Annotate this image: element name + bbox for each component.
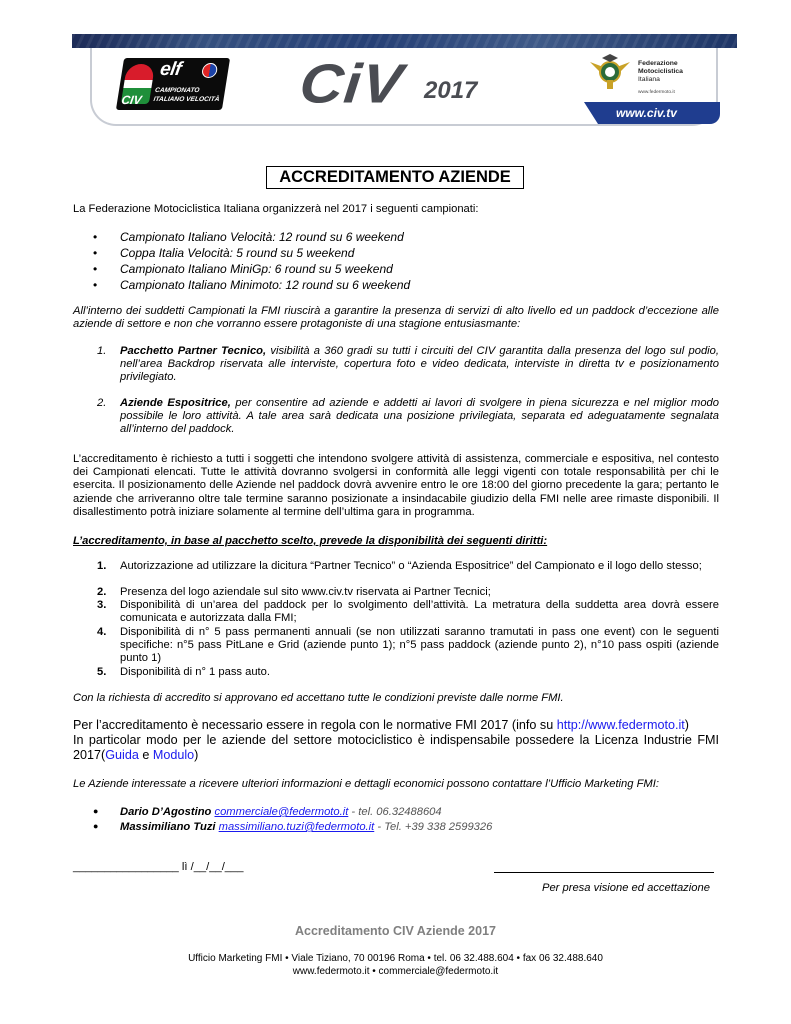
- page-title: ACCREDITAMENTO AZIENDE: [266, 166, 524, 189]
- req-line1-close: ): [684, 718, 689, 732]
- paddock-paragraph: All’interno dei suddetti Campionati la FMI riuscirà a garantire la presenza di servizi di alto livello ed un paddock d’eccezione alle aziende di settore e non che vorranno essere protagoniste di una stagione entusiasmante:: [73, 305, 719, 331]
- right-text: Disponibilità di n° 5 pass permanenti annuali (se non utilizzati saranno tramutati in pass one event) con le seguenti specifiche: n°5 pass PitLane e Grid (aziende punto 1); n°5 pass paddock (aziende punto 2), n°10 pass ospiti (aziende punto 1): [120, 626, 719, 665]
- elf-civ-logo: [116, 58, 230, 110]
- bullet-icon: •: [93, 262, 98, 276]
- requirements-paragraph: [73, 718, 719, 763]
- contact-line: [120, 806, 442, 819]
- right-number: 2.: [97, 586, 107, 598]
- civ-logo-year: 2017: [424, 77, 478, 104]
- accreditation-paragraph: L’accreditamento è richiesto a tutti i soggetti che intendono svolgere attività di assistenza, commerciale e espositiva, nel contesto dei Campionati elencati. Tutte le attività dovranno svolgersi in conformità alle leggi vigenti con totale responsabilità per chi le esercita. Il posizionamento delle Aziende nel paddock dovrà avvenire entro le ore 18:00 del giorno precedente la gara; pertanto le aziende che arriveranno oltre tale termine saranno posizionate a insindacabile giudizio della FMI nelle aree rimaste disponibili. Il disallestimento potrà iniziare solamente al termine dell’ultima gara in programma.: [73, 453, 719, 518]
- contact-email-link[interactable]: commerciale@federmoto.it: [214, 806, 349, 818]
- right-text: Presenza del logo aziendale sul sito www.civ.tv riservata ai Partner Tecnici;: [120, 586, 491, 598]
- package-name: Aziende Espositrice,: [120, 397, 231, 409]
- footer-web: www.federmoto.it • commerciale@federmoto.it: [292, 966, 499, 977]
- fmi-logo: [586, 54, 700, 102]
- right-number: 3.: [97, 599, 107, 611]
- right-number: 4.: [97, 626, 107, 638]
- elf-line2: ITALIANO VELOCITÀ: [152, 96, 220, 103]
- fmi-name: [638, 60, 683, 83]
- package-desc: per consentire ad aziende e addetti ai lavori di svolgere in piena sicurezza e nel miglior modo possibile le loro attività. A tale area sarà dedicata una posizione privilegiata, separata ed adeguatamente segnalata all’interno del paddock.: [120, 397, 719, 436]
- rights-heading: L’accreditamento, in base al pacchetto scelto, prevede la disponibilità dei seguenti diritti:: [73, 535, 548, 547]
- footer-title: Accreditamento CIV Aziende 2017: [295, 924, 496, 938]
- bullet-icon: ●: [93, 821, 99, 831]
- req-line2-close: ): [194, 748, 199, 763]
- footer-address: Ufficio Marketing FMI • Viale Tiziano, 70 00196 Roma • tel. 06 32.488.604 • fax 06 32.488.640: [188, 953, 603, 964]
- contact-phone: - tel. 06.32488604: [348, 806, 442, 818]
- place-date-field[interactable]: _________________ lì /__/__/___: [73, 861, 244, 873]
- bullet-icon: •: [93, 278, 98, 292]
- elf-ball-icon: [201, 63, 218, 78]
- fmi-name-line1: Federazione: [638, 60, 678, 67]
- req-line1-text: Per l’accreditamento è necessario essere in regola con le normative FMI 2017 (info su: [73, 718, 557, 732]
- elf-brand: elf: [158, 59, 183, 80]
- contact-intro: Le Aziende interessate a ricevere ulteriori informazioni e dettagli economici possono contattare l’Ufficio Marketing FMI:: [73, 778, 659, 790]
- approval-note: Con la richiesta di accredito si approvano ed accettano tutte le condizioni previste dalle norme FMI.: [73, 692, 564, 704]
- contact-phone: - Tel. +39 338 2599326: [374, 821, 493, 833]
- bullet-icon: •: [93, 246, 98, 260]
- contact-name: Massimiliano Tuzi: [120, 821, 216, 833]
- civ-2017-logo: [296, 52, 512, 115]
- right-number: 1.: [97, 560, 107, 572]
- bullet-icon: ●: [93, 806, 99, 816]
- intro-text: La Federazione Motociclistica Italiana organizzerà nel 2017 i seguenti campionati:: [73, 203, 479, 215]
- contact-name: Dario D’Agostino: [120, 806, 212, 818]
- right-text: Disponibilità di un’area del paddock per lo svolgimento dell’attività. La metratura della suddetta area dovrà essere comunicata e autorizzata dalla FMI;: [120, 599, 719, 625]
- championship-label: Campionato Italiano Velocità: 12 round su 6 weekend: [120, 230, 404, 244]
- civ-tv-badge[interactable]: [598, 102, 720, 124]
- elf-civ-text: CIV: [120, 93, 143, 107]
- federmoto-link[interactable]: http://www.federmoto.it: [556, 718, 685, 732]
- civ-logo-text: CiV: [296, 52, 407, 115]
- guida-link[interactable]: Guida: [105, 748, 139, 763]
- civ-tv-link[interactable]: www.civ.tv: [616, 106, 677, 120]
- right-text: Disponibilità di n° 1 pass auto.: [120, 666, 270, 678]
- package-desc: visibilità a 360 gradi su tutti i circuiti del CIV garantita dalla presenza del logo sul podio, nell’area Backdrop riservata alle interviste, copertura foto e video dedicata, interviste in diretta tv e posizionamento privilegiato.: [120, 345, 720, 384]
- package-name: Pacchetto Partner Tecnico,: [120, 345, 267, 357]
- req-line2-text: In particolar modo per le aziende del settore motociclistico è indispensabile possedere la Licenza Industrie FMI 2017(: [73, 733, 719, 763]
- fmi-emblem-icon: [588, 54, 632, 90]
- package-text: [120, 397, 719, 437]
- signature-line[interactable]: [494, 872, 714, 873]
- signature-caption: Per presa visione ed accettazione: [542, 882, 710, 894]
- package-number: 1.: [97, 345, 107, 357]
- fmi-name-line3: Italiana: [638, 75, 660, 83]
- right-text: Autorizzazione ad utilizzare la dicitura “Partner Tecnico” o “Azienda Espositrice” del Campionato e il logo dello stesso;: [120, 560, 702, 572]
- bullet-icon: •: [93, 230, 98, 244]
- package-number: 2.: [97, 397, 107, 409]
- elf-line1: CAMPIONATO: [154, 87, 200, 94]
- header-strip: [72, 34, 737, 48]
- req-line2-mid: e: [138, 748, 153, 763]
- requirements-line1: [73, 718, 719, 733]
- championship-label: Campionato Italiano MiniGp: 6 round su 5 weekend: [120, 262, 393, 276]
- fmi-name-line2: Motociclistica: [638, 67, 683, 75]
- requirements-line2: [73, 733, 719, 763]
- contact-line: [120, 821, 492, 834]
- championship-label: Campionato Italiano Minimoto: 12 round su 6 weekend: [120, 278, 411, 292]
- championship-label: Coppa Italia Velocità: 5 round su 5 weekend: [120, 246, 355, 260]
- fmi-url: www.federmoto.it: [638, 90, 675, 95]
- package-text: [120, 345, 719, 385]
- right-number: 5.: [97, 666, 107, 678]
- contact-email-link[interactable]: massimiliano.tuzi@federmoto.it: [218, 821, 375, 833]
- modulo-link[interactable]: Modulo: [152, 748, 195, 763]
